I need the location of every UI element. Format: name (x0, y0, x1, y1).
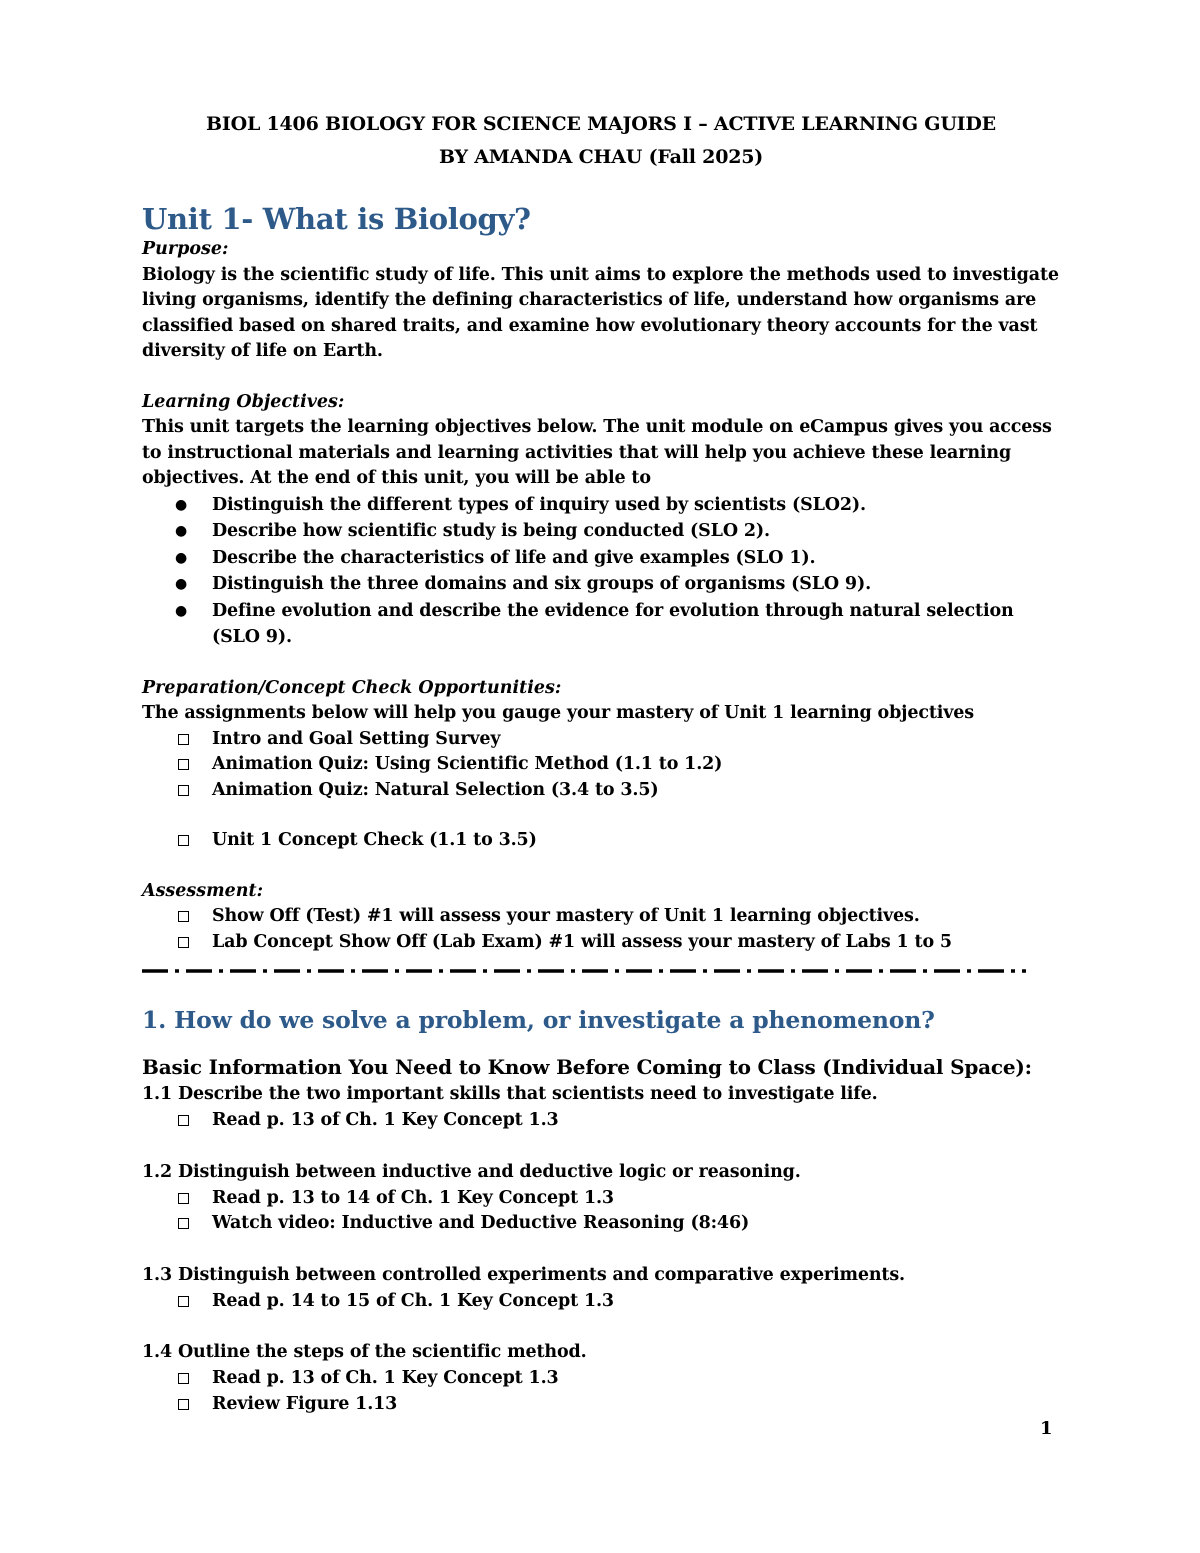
preparation-label: Preparation/Concept Check Opportunities: (142, 677, 562, 698)
list-item: Intro and Goal Setting Survey (142, 727, 1062, 753)
checkbox-icon[interactable] (178, 734, 189, 745)
bullet-icon: ● (175, 602, 188, 619)
checkbox-icon[interactable] (178, 937, 189, 948)
checkbox-icon[interactable] (178, 911, 189, 922)
task-list-1-2 (142, 1186, 1062, 1237)
bullet-icon: ● (175, 549, 188, 566)
bullet-icon: ● (175, 496, 188, 513)
list-item: Read p. 13 of Ch. 1 Key Concept 1.3 (142, 1108, 1062, 1134)
section-subtitle: Basic Information You Need to Know Before Coming to Class (Individual Space): (142, 1055, 1032, 1079)
list-item: Animation Quiz: Natural Selection (3.4 to 3.5) (142, 778, 1062, 804)
list-item: ● Distinguish the three domains and six groups of organisms (SLO 9). (142, 571, 1062, 598)
list-item: Read p. 14 to 15 of Ch. 1 Key Concept 1.3 (142, 1289, 1062, 1315)
checkbox-icon[interactable] (178, 1115, 189, 1126)
checkbox-icon[interactable] (178, 1399, 189, 1410)
checkbox-icon[interactable] (178, 1373, 189, 1384)
list-item: ● Describe the characteristics of life and give examples (SLO 1). (142, 545, 1062, 572)
bullet-icon: ● (175, 523, 188, 539)
preparation-extra-list (142, 828, 1062, 854)
objectives-list (142, 492, 1062, 651)
list-item: ● Describe how scientific study is being conducted (SLO 2). (142, 518, 1062, 545)
task-list-1-4 (142, 1366, 1062, 1417)
objective-1-3: 1.3 Distinguish between controlled experiments and comparative experiments. (142, 1264, 905, 1285)
checkbox-icon[interactable] (178, 785, 189, 796)
document-title-line-1: BIOL 1406 BIOLOGY FOR SCIENCE MAJORS I – ACTIVE LEARNING GUIDE (206, 113, 996, 135)
unit-title: Unit 1- What is Biology? (142, 202, 531, 236)
task-list-1-1 (142, 1108, 1062, 1134)
purpose-label: Purpose: (142, 239, 229, 259)
checkbox-icon[interactable] (178, 1218, 189, 1229)
list-item: Animation Quiz: Using Scientific Method (1.1 to 1.2) (142, 752, 1062, 778)
assessment-label: Assessment: (142, 880, 264, 901)
preparation-intro: The assignments below will help you gauge your mastery of Unit 1 learning objectives (142, 703, 974, 723)
list-item: Lab Concept Show Off (Lab Exam) #1 will assess your mastery of Labs 1 to 5 (142, 930, 1062, 956)
list-item: Read p. 13 to 14 of Ch. 1 Key Concept 1.3 (142, 1186, 1062, 1212)
objective-1-4: 1.4 Outline the steps of the scientific method. (142, 1342, 587, 1362)
list-item: Watch video: Inductive and Deductive Reasoning (8:46) (142, 1211, 1062, 1237)
list-item: Show Off (Test) #1 will assess your mastery of Unit 1 learning objectives. (142, 904, 1062, 930)
checkbox-icon[interactable] (178, 759, 189, 770)
list-item: ● Define evolution and describe the evidence for evolution through natural selection (SLO 9). (142, 598, 1062, 651)
section-title: 1. How do we solve a problem, or investigate a phenomenon? (142, 1006, 935, 1034)
purpose-text: Biology is the scientific study of life. This unit aims to explore the methods used to investigate living organisms, identify the defining characteristics of life, understand how organisms are classified based on shared traits, and examine how evolutionary theory accounts for the vast diversity of life on Earth. (142, 264, 1059, 361)
preparation-list (142, 727, 1062, 804)
list-item: ● Distinguish the different types of inquiry used by scientists (SLO2). (142, 492, 1062, 519)
list-item: Read p. 13 of Ch. 1 Key Concept 1.3 (142, 1366, 1062, 1392)
document-page (142, 108, 1062, 1417)
objectives-label: Learning Objectives: (142, 391, 345, 412)
page-number: 1 (1040, 1418, 1053, 1439)
list-item: Unit 1 Concept Check (1.1 to 3.5) (142, 828, 1062, 854)
task-list-1-3 (142, 1289, 1062, 1315)
list-item: Review Figure 1.13 (142, 1392, 1062, 1418)
assessment-list (142, 904, 1062, 955)
document-title-line-2: BY AMANDA CHAU (Fall 2025) (438, 146, 764, 168)
checkbox-icon[interactable] (178, 1193, 189, 1204)
bullet-icon: ● (175, 576, 188, 592)
objectives-intro: This unit targets the learning objectives below. The unit module on eCampus gives you access to instructional materials and learning activities that will help you achieve these learning objectives. At the end of this unit, you will be able to (142, 417, 1052, 488)
objective-1-1: 1.1 Describe the two important skills that scientists need to investigate life. (142, 1084, 878, 1104)
dash-dot-divider (142, 967, 1026, 975)
objective-1-2: 1.2 Distinguish between inductive and deductive logic or reasoning. (142, 1161, 801, 1182)
checkbox-icon[interactable] (178, 1296, 189, 1307)
checkbox-icon[interactable] (178, 835, 189, 846)
